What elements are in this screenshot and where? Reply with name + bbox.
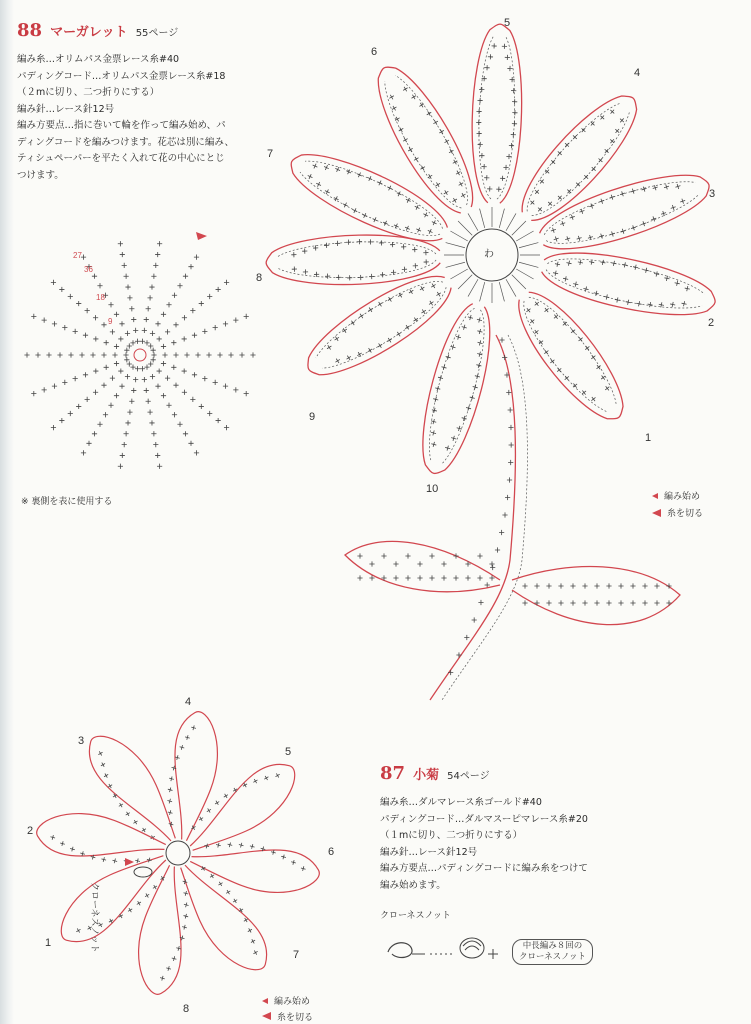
flower-center-mark: わ	[484, 249, 494, 260]
legend-cut-label: 糸を切る	[667, 509, 704, 519]
spiral-number-7: 7	[293, 949, 300, 961]
center-note: ※ 裏側を表に使用する	[21, 497, 113, 507]
spiral-number-8: 8	[183, 1003, 190, 1015]
instruction-line: 編み方要点…パディングコードに編み糸をつけて	[380, 863, 588, 874]
instruction-line: ディングコードを編みつけます。花芯は別に編み、	[17, 136, 234, 148]
petal-number-7: 7	[267, 148, 274, 160]
petal-number-1: 1	[645, 432, 652, 444]
knot-loop-icon	[388, 943, 412, 958]
instruction-line: 編み方要点…指に巻いて輪を作って編み始め、パ	[17, 120, 226, 131]
center-row-label: 18	[96, 293, 105, 302]
knot-title: クローネスノット	[380, 911, 451, 921]
spiral-number-5: 5	[285, 746, 292, 758]
center-row-label: 9	[108, 317, 113, 326]
spiral-number-1: 1	[45, 937, 52, 949]
knot-wrap-icon	[463, 941, 481, 950]
instruction-line: ティシュペーパーを平たく入れて花の中心にとじ	[17, 153, 225, 164]
petal-number-9: 9	[309, 411, 316, 423]
petal-number-6: 6	[371, 46, 378, 58]
petal-number-5: 5	[504, 17, 511, 29]
center-row-label: 27	[73, 251, 82, 260]
pattern-87-page-ref: 54ページ	[447, 771, 490, 782]
instruction-line: つけます。	[17, 169, 64, 181]
instruction-line: 編み糸…オリムパス金票レース糸#40	[17, 54, 180, 65]
knot-note-line: クローネスノット	[519, 952, 586, 962]
instruction-line: パディングコード…オリムパス金票レース糸#18	[17, 70, 226, 82]
instruction-line: （２mに切り、二つ折りにする）	[17, 87, 160, 98]
pattern-88-title: マーガレット	[50, 25, 128, 40]
legend-start-label: 編み始め	[274, 997, 311, 1007]
petal-number-10: 10	[426, 483, 439, 495]
petal-number-8: 8	[256, 272, 263, 284]
pattern-87-number: 87	[380, 763, 406, 784]
instruction-line: 編み針…レース針12号	[380, 846, 478, 858]
legend-start-label: 編み始め	[664, 492, 701, 502]
spiral-knot-label: クローネスノット	[90, 882, 100, 953]
petal-number-3: 3	[709, 188, 716, 200]
instruction-line: 編み針…レース針12号	[17, 103, 115, 115]
petal-number-2: 2	[708, 317, 715, 329]
legend-cut-label: 糸を切る	[277, 1012, 314, 1023]
spiral-number-2: 2	[27, 825, 34, 837]
instruction-line: パディングコード…ダルマスーピマレース糸#20	[380, 813, 588, 825]
knot-note	[512, 939, 593, 965]
spiral-number-4: 4	[185, 696, 192, 708]
instruction-line: 編み始めます。	[380, 879, 446, 891]
center-row-label: 36	[84, 265, 93, 274]
pattern-87-title: 小菊	[413, 768, 440, 783]
spiral-number-6: 6	[328, 846, 335, 858]
instruction-line: 編み糸…ダルマレース糸ゴールド#40	[380, 797, 542, 808]
pattern-88-page-ref: 55ページ	[135, 28, 179, 39]
pattern-88-number: 88	[17, 20, 43, 41]
instruction-line: （１mに切り、二つ折りにする）	[380, 830, 523, 841]
petal-number-4: 4	[634, 67, 641, 79]
spiral-number-3: 3	[78, 735, 85, 747]
knot-note-line: 中長編み８回の	[522, 941, 583, 951]
plus-stitch-icon	[488, 949, 498, 959]
